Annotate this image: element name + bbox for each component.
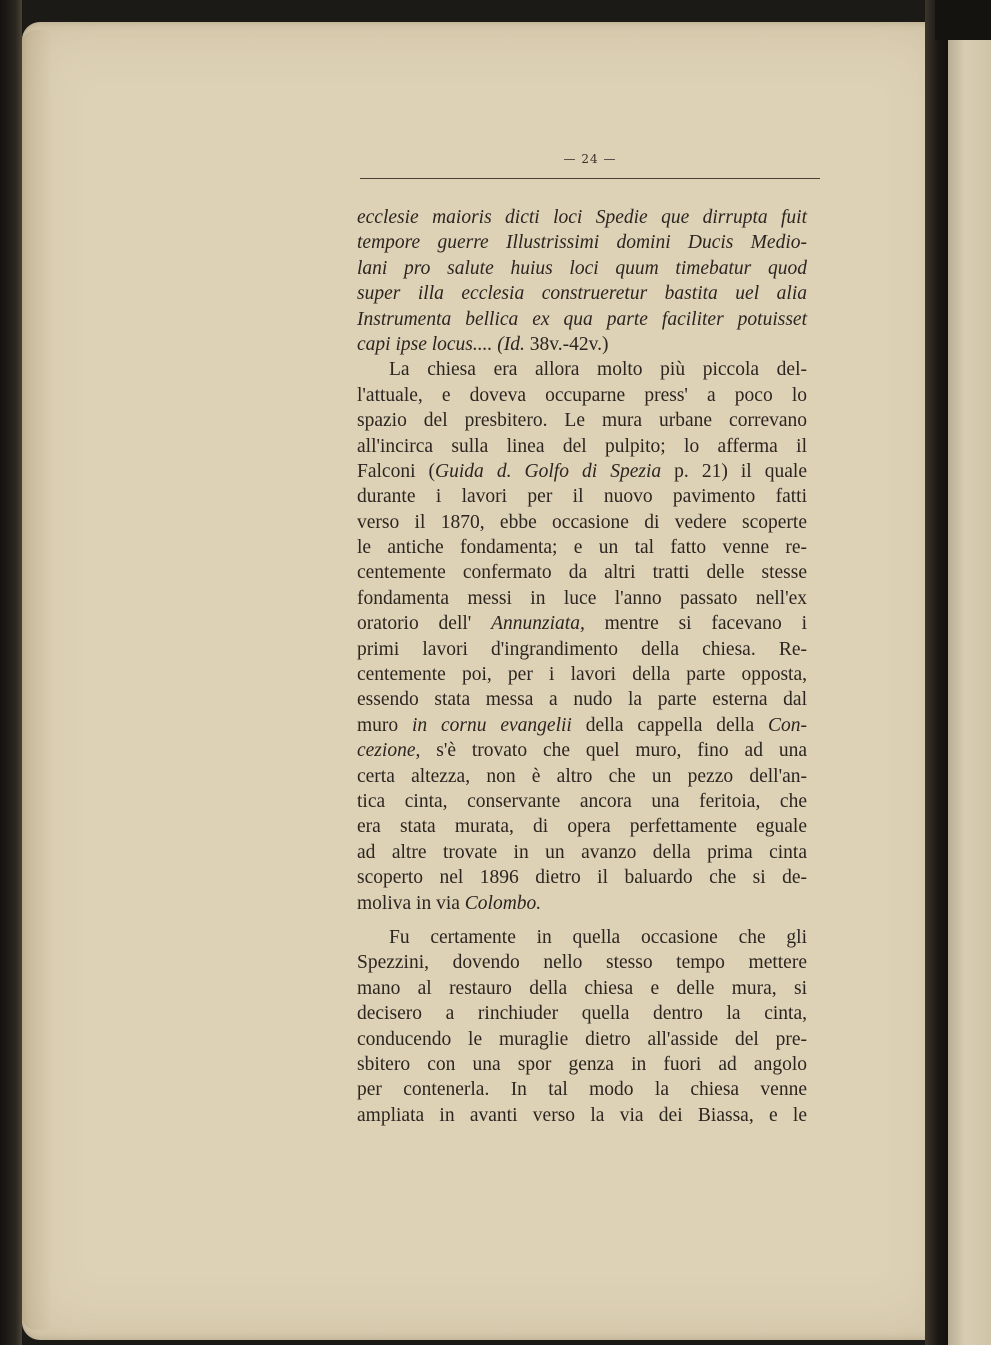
paragraph-line: Spezzini, dovendo nello stesso tempo mettere (357, 952, 807, 974)
text-run: Falconi ( (357, 460, 436, 482)
paragraph-line: durante i lavori per il nuovo pavimento fatti (357, 486, 807, 508)
text-run: della cappella della (571, 714, 768, 736)
page-header (360, 152, 820, 188)
paragraph-line: ad altre trovate in un avanzo della prima cinta (357, 841, 807, 863)
paragraph-line (357, 891, 807, 916)
quote-line: tempore guerre Illustrissimi domini Ducis Medio- (357, 232, 807, 254)
paragraph-line (357, 713, 807, 738)
paragraph-line: ampliata in avanti verso la via dei Biassa, e le (357, 1104, 807, 1126)
text-run: moliva in via (357, 892, 465, 914)
paragraph-line (357, 459, 807, 484)
paragraph-line (357, 611, 807, 636)
quote-end-italic: capi ipse locus.... (Id. (357, 333, 525, 355)
body-text (357, 205, 807, 1128)
paragraph-line: essendo stata messa a nudo la parte esterna dal (357, 689, 807, 711)
text-run: p. 21) il quale (661, 460, 808, 482)
paragraph-line: all'incirca sulla linea del pulpito; lo afferma il (357, 435, 807, 457)
paragraph-line (357, 738, 807, 763)
quote-line: ecclesie maioris dicti loci Spedie que dirrupta fuit (357, 207, 807, 228)
paragraph-line: tica cinta, conservante ancora una feritoia, che (357, 790, 807, 812)
paragraph-line: decisero a rinchiuder quella dentro la cinta, (357, 1003, 807, 1025)
scan-left-edge (0, 0, 22, 1345)
paragraph-line: le antiche fondamenta; e un tal fatto venne re- (357, 537, 807, 559)
quote-line: Instrumenta bellica ex qua parte faciliter potuisset (357, 308, 807, 330)
paragraph-gap (357, 916, 807, 925)
italic-term: Colombo. (464, 892, 542, 914)
paragraph-line: Fu certamente in quella occasione che gli (389, 926, 807, 948)
italic-title: Guida d. Golfo di Spezia (435, 460, 662, 482)
text-run: mentre si facevano i (584, 613, 807, 635)
paragraph-line: primi lavori d'ingrandimento della chiesa. Re- (357, 638, 807, 660)
italic-term: in cornu evangelii (412, 714, 572, 736)
paragraph-line: per contenerla. In tal modo la chiesa venne (357, 1079, 807, 1101)
quote-line: lani pro salute huius loci quum timebatur quod (357, 257, 807, 279)
text-run: , s'è trovato che quel muro, fino ad una (415, 740, 807, 762)
paragraph-line: fondamenta messi in luce l'anno passato nell'ex (357, 587, 807, 609)
header-rule (360, 178, 820, 179)
quote-end-citation: 38v.-42v.) (524, 333, 609, 355)
paragraph-line: centemente poi, per i lavori della parte opposta, (357, 664, 807, 686)
facing-page-edge (948, 0, 991, 1345)
paragraph-line: l'attuale, e doveva occuparne press' a poco lo (357, 384, 807, 406)
italic-term: cezione (357, 740, 416, 762)
paragraph-line: verso il 1870, ebbe occasione di vedere scoperte (357, 511, 807, 533)
text-run: muro (357, 714, 413, 736)
paragraph-line: La chiesa era allora molto più piccola del- (389, 359, 807, 381)
paragraph-line: spazio del presbitero. Le mura urbane correvano (357, 410, 807, 432)
italic-term: Con- (767, 714, 807, 736)
page-number: — 24 — (563, 152, 617, 166)
quote-line: super illa ecclesia construeretur bastita uel alia (357, 283, 807, 305)
binding-top-shadow (935, 0, 991, 40)
paragraph-line: conducendo le muraglie dietro all'asside del pre- (357, 1028, 807, 1050)
paragraph-line: scoperto nel 1896 dietro il baluardo che si de- (357, 867, 807, 889)
page-fold-shadow (22, 30, 52, 1330)
italic-term: Annunziata, (491, 613, 585, 635)
paragraph-line: sbitero con una spor genza in fuori ad angolo (357, 1053, 807, 1075)
text-run: oratorio dell' (357, 613, 492, 635)
quote-end-line (357, 332, 807, 357)
paragraph-line: certa altezza, non è altro che un pezzo dell'an- (357, 765, 807, 787)
paragraph-line: mano al restauro della chiesa e delle mura, si (357, 977, 807, 999)
paragraph-line: centemente confermato da altri tratti delle stesse (357, 562, 807, 584)
paragraph-line: era stata murata, di opera perfettamente eguale (357, 816, 807, 838)
